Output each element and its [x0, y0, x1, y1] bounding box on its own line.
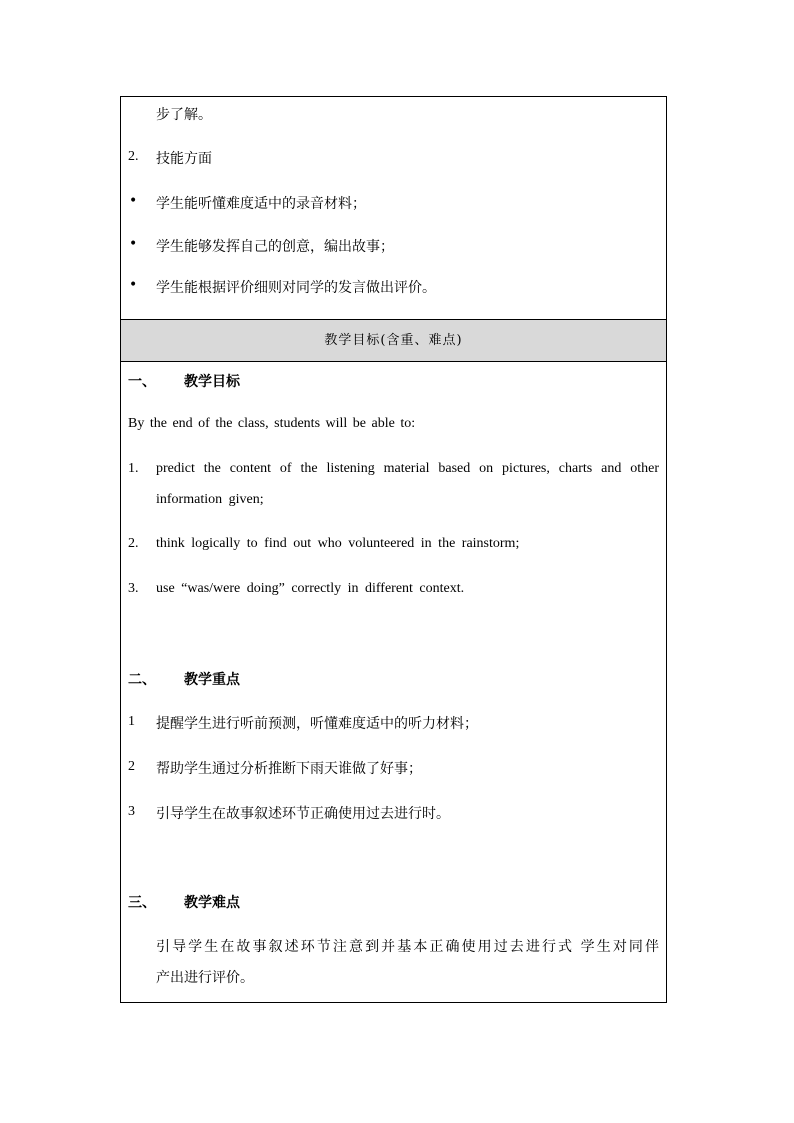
objective-number: 3.	[128, 581, 139, 596]
objectives-header-band	[121, 319, 666, 362]
objective-text: think logically to find out who volunteered in the rainstorm;	[156, 536, 520, 551]
objectives-intro: By the end of the class, students will be able to:	[128, 416, 416, 431]
bullet-icon: •	[129, 277, 138, 293]
objectives-header-title: 教学目标(含重、难点)	[324, 333, 463, 348]
key-point-number: 2	[128, 759, 135, 774]
continuation-text: 步了解。	[156, 107, 212, 123]
section-3-title: 教学难点	[184, 895, 240, 911]
objective-text-continued: information given;	[156, 492, 264, 507]
key-point-number: 3	[128, 804, 135, 819]
skill-bullet-item: 学生能够发挥自己的创意，编出故事；	[156, 239, 394, 255]
key-point-number: 1	[128, 714, 135, 729]
skill-bullet-item: 学生能听懂难度适中的录音材料；	[156, 196, 366, 212]
skills-number: 2.	[128, 149, 139, 164]
objective-number: 1.	[128, 461, 139, 476]
section-1-number: 一、	[128, 374, 156, 390]
key-point-text: 帮助学生通过分析推断下雨天谁做了好事；	[156, 761, 422, 777]
skill-bullet-item: 学生能根据评价细则对同学的发言做出评价。	[156, 280, 436, 296]
objective-text: predict the content of the listening material based on pictures, charts and other	[156, 461, 659, 476]
skills-heading: 技能方面	[156, 151, 212, 167]
lesson-plan-table	[120, 96, 667, 1003]
difficulty-text: 引导学生在故事叙述环节注意到并基本正确使用过去进行式 学生对同伴	[156, 939, 659, 955]
section-3-number: 三、	[128, 895, 156, 911]
objective-text: use “was/were doing” correctly in different context.	[156, 581, 465, 596]
section-2-number: 二、	[128, 672, 156, 688]
key-point-text: 提醒学生进行听前预测，听懂难度适中的听力材料；	[156, 716, 478, 732]
bullet-icon: •	[129, 236, 138, 252]
objective-number: 2.	[128, 536, 139, 551]
key-point-text: 引导学生在故事叙述环节正确使用过去进行时。	[156, 806, 450, 822]
bullet-icon: •	[129, 193, 138, 209]
section-1-title: 教学目标	[184, 374, 240, 390]
section-2-title: 教学重点	[184, 672, 240, 688]
difficulty-text-continued: 产出进行评价。	[156, 970, 254, 986]
